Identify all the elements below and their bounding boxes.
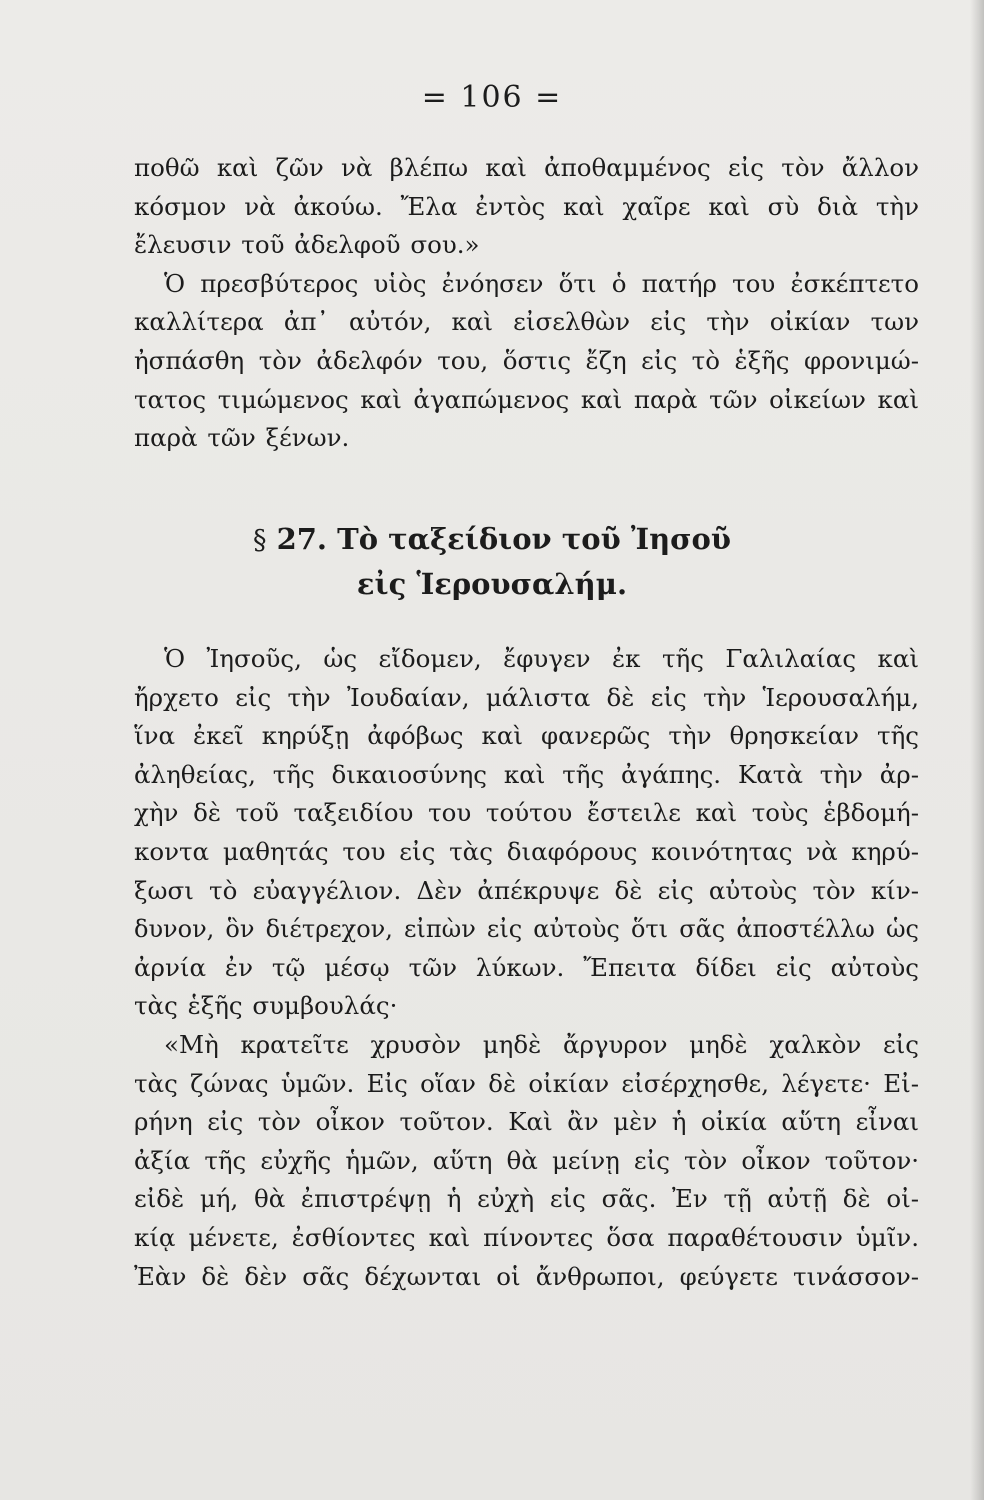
- text-line: καλλίτερα ἀπ᾿ αὐτόν, καὶ εἰσελθὼν εἰς τὴν οἰκίαν των: [134, 307, 919, 337]
- text-line: ἠσπάσθη τὸν ἀδελφόν του, ὅστις ἔζη εἰς τὸ ἑξῆς φρονιμώ-: [134, 345, 919, 375]
- text-line: ἔλευσιν τοῦ ἀδελφοῦ σου.»: [134, 230, 480, 260]
- text-line: δυνον, ὃν διέτρεχον, εἰπὼν εἰς αὐτοὺς ὅτι σᾶς ἀποστέλλω ὡς: [134, 915, 919, 944]
- text-line: ἤρχετο εἰς τὴν Ἰουδαίαν, μάλιστα δὲ εἰς τὴν Ἱερουσαλήμ,: [134, 682, 919, 712]
- section-heading: [0, 517, 984, 607]
- section-number: 27.: [276, 522, 328, 556]
- section-title-line-1: [0, 517, 984, 562]
- text-line: «Μὴ κρατεῖτε χρυσὸν μηδὲ ἄργυρον μηδὲ χαλκὸν εἰς: [164, 1029, 919, 1059]
- text-line: τὰς ἑξῆς συμβουλάς·: [134, 991, 398, 1021]
- text-line: ἵνα ἐκεῖ κηρύξῃ ἀφόβως καὶ φανερῶς τὴν θρησκείαν τῆς: [134, 721, 919, 751]
- text-line: κόσμον νὰ ἀκούω. Ἔλα ἐντὸς καὶ χαῖρε καὶ σὺ διὰ τὴν: [134, 191, 919, 221]
- text-line: παρὰ τῶν ξένων.: [134, 423, 350, 453]
- section-title: Τὸ ταξείδιον τοῦ Ἰησοῦ: [337, 522, 732, 556]
- text-line: εἰδὲ μή, θὰ ἐπιστρέψῃ ἡ εὐχὴ εἰς σᾶς. Ἐν τῇ αὐτῇ δὲ οἰ-: [134, 1184, 919, 1214]
- page-number: = 106 =: [421, 80, 563, 115]
- text-line: τὰς ζώνας ὑμῶν. Εἰς οἵαν δὲ οἰκίαν εἰσέρχησθε, λέγετε· Εἰ-: [134, 1068, 919, 1098]
- section-title-line-2: εἰς Ἱερουσαλήμ.: [356, 567, 628, 601]
- text-line: κίᾳ μένετε, ἐσθίοντες καὶ πίνοντες ὅσα παραθέτουσιν ὑμῖν.: [134, 1222, 919, 1252]
- text-line: Ὁ πρεσβύτερος υἱὸς ἐνόησεν ὅτι ὁ πατήρ του ἐσκέπτετο: [164, 268, 919, 298]
- text-line: χὴν δὲ τοῦ ταξειδίου του τούτου ἔστειλε καὶ τοὺς ἑβδομή-: [134, 798, 919, 828]
- text-block-top: [134, 149, 919, 458]
- text-line: ξωσι τὸ εὐαγγέλιον. Δὲν ἀπέκρυψε δὲ εἰς αὐτοὺς τὸν κίν-: [134, 875, 919, 905]
- text-line: Ὁ Ἰησοῦς, ὡς εἴδομεν, ἔφυγεν ἐκ τῆς Γαλιλαίας καὶ: [164, 644, 919, 673]
- text-line: ἀρνία ἐν τῷ μέσῳ τῶν λύκων. Ἔπειτα δίδει εἰς αὐτοὺς: [134, 952, 919, 982]
- text-line: ἀληθείας, τῆς δικαιοσύνης καὶ τῆς ἀγάπης. Κατὰ τὴν ἀρ-: [134, 759, 919, 789]
- section-mark: §: [252, 525, 267, 556]
- text-block-bottom: [134, 640, 919, 1296]
- text-line: Ἐὰν δὲ δὲν σᾶς δέχωνται οἱ ἄνθρωποι, φεύγετε τινάσσον-: [134, 1261, 919, 1291]
- text-line: ἀξία τῆς εὐχῆς ἡμῶν, αὕτη θὰ μείνῃ εἰς τὸν οἶκον τοῦτον·: [134, 1145, 919, 1175]
- text-line: τατος τιμώμενος καὶ ἀγαπώμενος καὶ παρὰ τῶν οἰκείων καὶ: [134, 384, 919, 414]
- text-line: ποθῶ καὶ ζῶν νὰ βλέπω καὶ ἀποθαμμένος εἰς τὸν ἄλλον: [134, 153, 919, 182]
- text-line: ρήνη εἰς τὸν οἶκον τοῦτον. Καὶ ἂν μὲν ἡ οἰκία αὕτη εἶναι: [134, 1107, 919, 1137]
- page-edge-shadow: [970, 0, 984, 1500]
- text-line: κοντα μαθητάς του εἰς τὰς διαφόρους κοινότητας νὰ κηρύ-: [134, 836, 919, 866]
